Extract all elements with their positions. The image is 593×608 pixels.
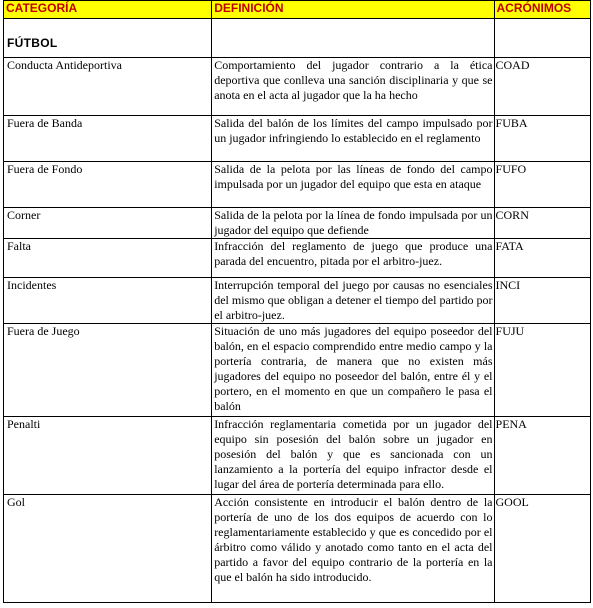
table-row — [4, 324, 591, 417]
cell-categoria: Penalti — [4, 417, 212, 495]
cell-categoria: Corner — [4, 208, 212, 239]
cell-definicion: Comportamiento del jugador contrario a la ética deportiva que conlleva una sanción disciplinaria y que se anota en el acta al jugador que la ha hecho — [212, 58, 494, 116]
cell-categoria: Falta — [4, 239, 212, 278]
cell-categoria: Fuera de Juego — [4, 324, 212, 417]
table-row — [4, 58, 591, 116]
table-row — [4, 239, 591, 278]
cell-definicion: Salida de la pelota por las líneas de fondo del campo impulsada por un jugador del equipo que esta en ataque — [212, 162, 494, 208]
header-categoria: CATEGORÍA — [4, 1, 212, 19]
cell-categoria: Gol — [4, 495, 212, 603]
cell-definicion: Infracción reglamentaria cometida por un jugador del equipo sin posesión del balón sobre un jugador en posesión del balón y que es sancionada con un lanzamiento a la portería del equipo infractor desde el lugar del área de portería determinada para ello. — [212, 417, 494, 495]
section-title: FÚTBOL — [7, 36, 58, 50]
cell-acronimo: COAD — [494, 58, 590, 116]
table-row — [4, 278, 591, 324]
table-row — [4, 116, 591, 162]
cell-acronimo: GOOL — [494, 495, 590, 603]
table-row — [4, 208, 591, 239]
cell-acronimo: FUBA — [494, 116, 590, 162]
cell-acronimo: FUJU — [494, 324, 590, 417]
table-row — [4, 417, 591, 495]
glossary-table — [3, 0, 591, 603]
cell-acronimo: INCI — [494, 278, 590, 324]
cell-acronimo: FUFO — [494, 162, 590, 208]
cell-categoria: Fuera de Banda — [4, 116, 212, 162]
cell-definicion: Salida del balón de los límites del campo impulsado por un jugador infringiendo lo establecido en el reglamento — [212, 116, 494, 162]
cell-categoria: Conducta Antideportiva — [4, 58, 212, 116]
header-acronimos: ACRÓNIMOS — [494, 1, 590, 19]
section-empty-definicion — [212, 19, 494, 58]
cell-acronimo: PENA — [494, 417, 590, 495]
cell-definicion: Salida de la pelota por la línea de fondo impulsada por un jugador del equipo que defiende — [212, 208, 494, 239]
cell-definicion: Infracción del reglamento de juego que produce una parada del encuentro, pitada por el arbitro-juez. — [212, 239, 494, 278]
cell-definicion: Acción consistente en introducir el balón dentro de la portería de uno de los dos equipos de acuerdo con lo reglamentariamente establecido y que es concedido por el árbitro como válido y anotado como tanto en el acta del partido a favor del equipo contrario de la portería en la que el balón ha sido introducido. — [212, 495, 494, 603]
cell-categoria: Fuera de Fondo — [4, 162, 212, 208]
section-cell — [4, 19, 212, 58]
section-empty-acronimo — [494, 19, 590, 58]
header-row — [4, 1, 591, 19]
cell-acronimo: CORN — [494, 208, 590, 239]
section-row — [4, 19, 591, 58]
cell-definicion: Interrupción temporal del juego por causas no esenciales del mismo que obligan a detener el tiempo del partido por el arbitro-juez. — [212, 278, 494, 324]
header-definicion: DEFINICIÓN — [212, 1, 494, 19]
cell-definicion: Situación de uno más jugadores del equipo poseedor del balón, en el espacio comprendido entre medio campo y la portería contraria, de manera que no existen más jugadores del equipo no poseedor del balón, entre él y el portero, en el momento en que un compañero le pasa el balón — [212, 324, 494, 417]
table-row — [4, 495, 591, 603]
table-row — [4, 162, 591, 208]
cell-acronimo: FATA — [494, 239, 590, 278]
cell-categoria: Incidentes — [4, 278, 212, 324]
